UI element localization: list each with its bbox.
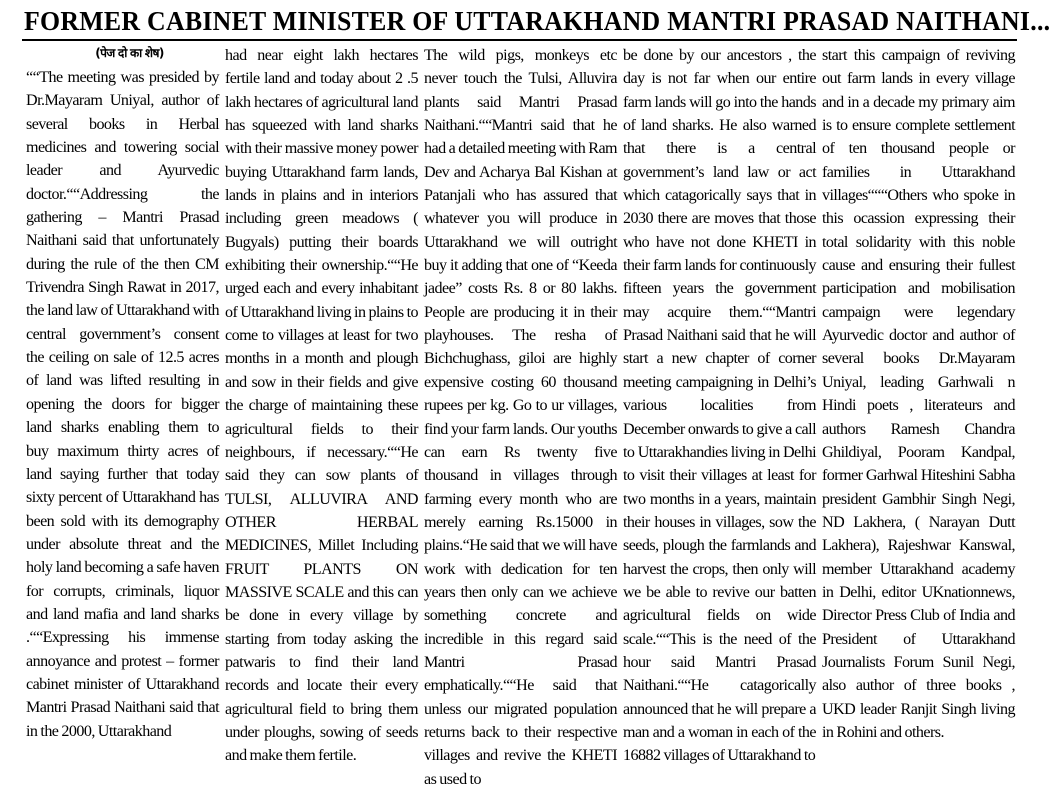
article-column-4 [623, 44, 816, 772]
article-body [26, 44, 1016, 788]
article-column-5-text: start this campaign of reviving out farm lands in every village and in a decade my primary aim is to ensure complete settlement of ten thousand people or families in Uttarakhand villages“““Others who spoke in this ocassion expressing their total solidarity with this noble cause and ensuring their fullest participation and mobilisation campaign were legendary Ayurvedic doctor and author of several books Dr.Mayaram Uniyal, leading Garhwali n Hindi poets , literateurs and authors Ramesh Chandra Ghildiyal, Pooram Kandpal, former Garhwal Hiteshini Sabha president Gambhir Singh Negi, ND Lakhera, ( Narayan Dutt Lakhera), Rajeshwar Kanswal, member Uttarakhand academy in Delhi, editor UKnationnews, Director Press Club of India and President of Uttarakhand Journalists Forum Sunil Negi, also author of three books , UKD leader Ranjit Singh living in Rohini and others. [822, 47, 1015, 741]
headline-rule [22, 39, 1017, 41]
article-column-3-text: The wild pigs, monkeys etc never touch the Tulsi, Alluvira plants said Mantri Prasad Naithani.““Mantri said that he had a detailed meeting with Ram Dev and Acharya Bal Kishan at Patanjali who has assured that whatever you will produce in Uttarakhand we will outright buy it adding that one of “Keeda jadee” costs Rs. 8 or 80 lakhs. People are producing it in their playhouses. The resha of Bichchughass, giloi are highly expensive costing 60 thousand rupees per kg. Go to ur villages, find your farm lands. Our youths can earn Rs twenty five thousand in villages through farming every month who are merely earning Rs.15000 in plains.“He said that we will have work with dedication for ten years then only can we achieve something concrete and incredible in this regard said Mantri Prasad emphatically.““He said that unless our migrated population returns back to their respective villages and revive the KHETI as used to [424, 47, 617, 788]
article-column-5 [822, 44, 1015, 772]
article-column-3 [424, 44, 617, 788]
article-column-2 [225, 44, 418, 772]
article-column-1 [26, 44, 219, 772]
article-column-4-text: be done by our ancestors , the day is not far when our entire farm lands will go into the hands of land sharks. He also warned that there is a central government’s land law or act which catagorically says that in 2030 there are moves that those who have not done KHETI in their farm lands for continuously fifteen years the government may acquire them.““Mantri Prasad Naithani said that he will start a new chapter of corner meeting campaigning in Delhi’s various localities from December onwards to give a call to Uttarakhandies living in Delhi to visit their villages at least for two months in a years, maintain their houses in villages, sow the seeds, plough the farmlands and harvest the crops, then only will we be able to revive our batten agricultural fields on wide scale.““This is the need of the hour said Mantri Prasad Naithani.““He catagorically announced that he will prepare a man and a woman in each of the 16882 villages of Uttarakhand to [623, 47, 816, 765]
continued-from-page-two-label: (पेज दो का शेष) [95, 46, 164, 60]
headline: FORMER CABINET MINISTER OF UTTARAKHAND MANTRI PRASAD NAITHANI... [24, 6, 1050, 36]
article-column-2-text: had near eight lakh hectares fertile land and today about 2 .5 lakh hectares of agricultural land has squeezed with land sharks with their massive money power buying Uttarakhand farm lands, lands in plains and in interiors including green meadows ( Bugyals) putting their boards exhibiting their ownership.““He urged each and every inhabitant of Uttarakhand living in plains to come to villages at least for two months in a month and plough and sow in their fields and give the charge of maintaining these agricultural fields to their neighbours, if necessary.““He said they can sow plants of TULSI, ALLUVIRA AND OTHER HERBAL MEDICINES, Millet Including FRUIT PLANTS ON MASSIVE SCALE and this can be done in every village by starting from today asking the patwaris to find their land records and locate their every agricultural field to bring them under ploughs, sowing of seeds and make them fertile. [225, 47, 418, 765]
article-column-1-text: ““The meeting was presided by Dr.Mayaram Uniyal, author of several books in Herbal medicines and towering social leader and Ayurvedic doctor.““Addressing the gathering – Mantri Prasad Naithani said that unfortunately during the rule of the then CM Trivendra Singh Rawat in 2017, the land law of Uttarakhand with central government’s consent the ceiling on sale of 12.5 acres of land was lifted resulting in opening the doors for bigger land sharks enabling them to buy maximum thirty acres of land saying further that today sixty percent of Uttarakhand has been sold with its demography under absolute threat and the holy land becoming a safe haven for corrupts, criminals, liquor and land mafia and land sharks .““Expressing his immense annoyance and protest – former cabinet minister of Uttarakhand Mantri Prasad Naithani said that in the 2000, Uttarakhand [26, 69, 219, 740]
